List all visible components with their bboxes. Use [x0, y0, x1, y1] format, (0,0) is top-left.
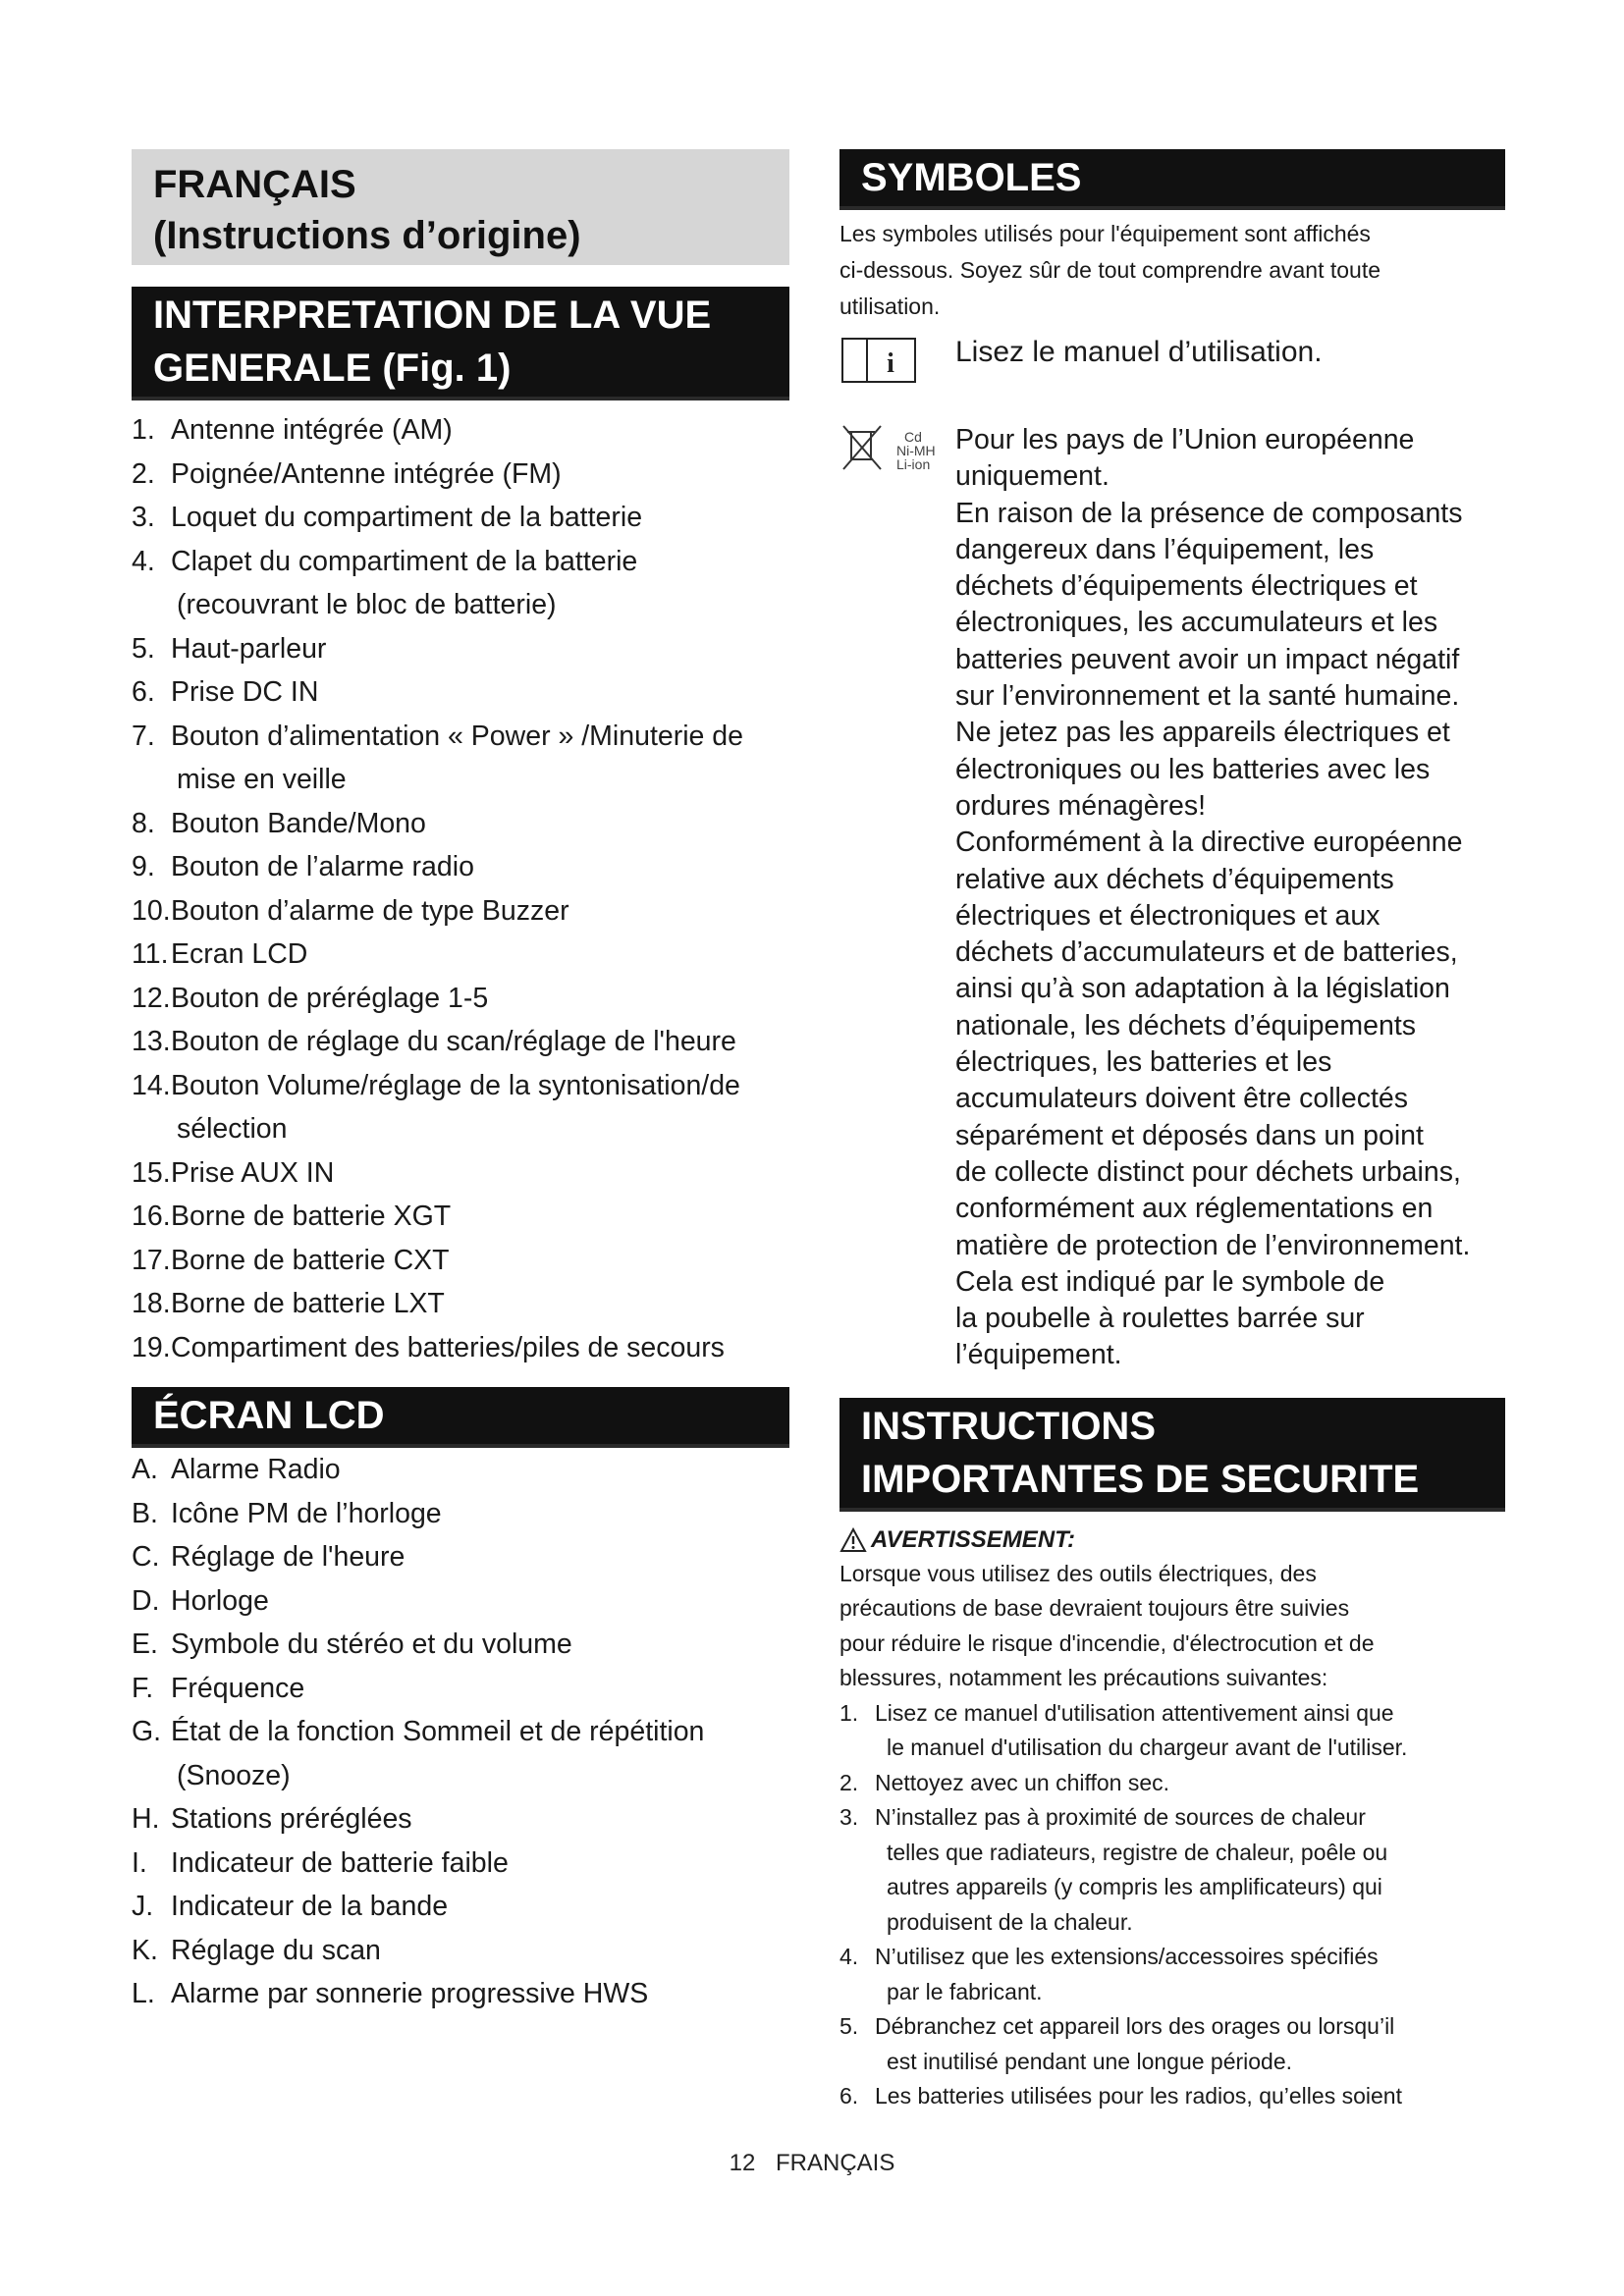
lcd-item-text: Alarme par sonnerie progressive HWS	[171, 1978, 649, 2009]
title-language: FRANÇAIS	[153, 163, 356, 206]
lcd-item-text: Horloge	[171, 1584, 269, 1617]
overview-item-text: Borne de batterie XGT	[171, 1201, 452, 1232]
overview-item	[132, 1151, 789, 1196]
overview-item-continuation: sélection	[177, 1113, 288, 1145]
overview-item	[132, 845, 789, 889]
overview-item	[132, 933, 789, 977]
weee-text-line: ainsi qu’à son adaptation à la législation	[955, 973, 1450, 1005]
safety-item-number: 1.	[839, 1699, 859, 1726]
weee-text	[955, 422, 1470, 1374]
safety-item	[839, 1940, 1505, 2009]
overview-item-text: Compartiment des batteries/piles de secours	[171, 1331, 725, 1363]
symbols-intro-line: utilisation.	[839, 294, 941, 319]
overview-item-text: Bouton Volume/réglage de la syntonisation/de	[171, 1069, 740, 1101]
safety-item-text: Débranchez cet appareil lors des orages ou lorsqu’il	[875, 2013, 1395, 2040]
weee-text-line: En raison de la présence de composants	[955, 497, 1463, 529]
safety-intro-line: précautions de base devraient toujours être suivies	[839, 1595, 1350, 1622]
safety-item	[839, 1766, 1505, 1801]
weee-text-line: Cela est indiqué par le symbole de	[955, 1265, 1385, 1298]
lcd-item-number: J.	[132, 1891, 154, 1922]
overview-item-text: Bouton Bande/Mono	[171, 807, 426, 839]
overview-item	[132, 889, 789, 934]
overview-item-number: 1.	[132, 414, 155, 446]
page-number: 12	[729, 2150, 756, 2176]
overview-item-text: Bouton de réglage du scan/réglage de l'heure	[171, 1026, 736, 1057]
safety-item-continuation: par le fabricant.	[887, 1978, 1043, 2004]
safety-intro-line: blessures, notamment les précautions suivantes:	[839, 1665, 1328, 1691]
overview-item	[132, 627, 789, 671]
svg-text:i: i	[887, 348, 894, 379]
overview-item-text: Prise AUX IN	[171, 1156, 335, 1189]
safety-item	[839, 2079, 1505, 2114]
overview-item	[132, 1195, 789, 1239]
safety-item-text: N’utilisez que les extensions/accessoires spécifiés	[875, 1944, 1379, 1970]
overview-item-number: 5.	[132, 632, 155, 665]
lcd-heading	[132, 1387, 789, 1448]
weee-text-line: électroniques ou les batteries avec les	[955, 753, 1431, 785]
overview-item-number: 16.	[132, 1201, 171, 1232]
overview-item-number: 14.	[132, 1069, 171, 1101]
overview-item-number: 6.	[132, 676, 155, 708]
symbols-heading	[839, 149, 1505, 210]
weee-text-line: sur l’environnement et la santé humaine.	[955, 680, 1460, 713]
overview-item	[132, 540, 789, 627]
overview-item	[132, 496, 789, 540]
safety-item-text: Nettoyez avec un chiffon sec.	[875, 1769, 1170, 1795]
safety-item-text: Les batteries utilisées pour les radios, qu’elles soient	[875, 2083, 1402, 2109]
overview-item-number: 12.	[132, 982, 171, 1014]
overview-list	[132, 408, 789, 1369]
lcd-item-text: État de la fonction Sommeil et de répétition	[171, 1716, 705, 1747]
safety-item-continuation: produisent de la chaleur.	[887, 1908, 1133, 1935]
lcd-item	[132, 1929, 789, 1973]
lcd-item-number: B.	[132, 1497, 158, 1529]
lcd-item-text: Réglage de l'heure	[171, 1541, 406, 1573]
overview-item	[132, 670, 789, 715]
lcd-item-text: Indicateur de batterie faible	[171, 1846, 509, 1879]
page-title	[132, 149, 789, 265]
weee-text-line: conformément aux réglementations en	[955, 1193, 1434, 1225]
overview-item-number: 8.	[132, 807, 155, 839]
overview-item-number: 4.	[132, 545, 155, 577]
overview-item	[132, 408, 789, 453]
safety-item-number: 5.	[839, 2013, 859, 2040]
weee-text-line: relative aux déchets d’équipements	[955, 863, 1394, 895]
symbols-intro	[839, 216, 1505, 325]
weee-text-line: Ne jetez pas les appareils électriques et	[955, 717, 1450, 749]
lcd-item-text: Alarme Radio	[171, 1454, 341, 1485]
lcd-item	[132, 1842, 789, 1886]
weee-text-line: la poubelle à roulettes barrée sur	[955, 1303, 1365, 1335]
overview-item-number: 11.	[132, 938, 169, 970]
overview-item-number: 13.	[132, 1026, 171, 1057]
safety-heading	[839, 1398, 1505, 1512]
footer-language: FRANÇAIS	[776, 2150, 895, 2176]
safety-item-number: 6.	[839, 2083, 859, 2109]
overview-item-text: Bouton de préréglage 1-5	[171, 982, 489, 1014]
overview-item-number: 15.	[132, 1156, 171, 1189]
overview-item-text: Antenne intégrée (AM)	[171, 414, 453, 446]
weee-text-line: de collecte distinct pour déchets urbains,	[955, 1155, 1461, 1188]
safety-item-continuation: le manuel d'utilisation du chargeur avant de l'utiliser.	[887, 1735, 1408, 1761]
manual-symbol-row	[839, 333, 1505, 393]
weee-text-line: uniquement.	[955, 460, 1110, 493]
safety-item-continuation: telles que radiateurs, registre de chaleur, poêle ou	[887, 1839, 1388, 1865]
lcd-item-number: D.	[132, 1584, 160, 1617]
safety-item-number: 2.	[839, 1769, 859, 1795]
weee-symbol-row	[839, 422, 1505, 1374]
battery-label-liion: Li-ion	[896, 456, 931, 472]
crossed-bin-icon	[839, 422, 955, 496]
symbols-intro-line: Les symboles utilisés pour l'équipement sont affichés	[839, 221, 1371, 246]
overview-item-number: 19.	[132, 1331, 171, 1363]
lcd-item	[132, 1885, 789, 1929]
weee-text-line: nationale, les déchets d’équipements	[955, 1009, 1416, 1041]
overview-item	[132, 802, 789, 846]
overview-item-continuation: (recouvrant le bloc de batterie)	[177, 589, 557, 620]
battery-label-cd: Cd	[904, 429, 922, 445]
warning-label: AVERTISSEMENT:	[871, 1525, 1076, 1553]
warning-row	[839, 1523, 1505, 1557]
lcd-item	[132, 1623, 789, 1667]
lcd-item-text: Icône PM de l’horloge	[171, 1497, 442, 1529]
lcd-item-continuation: (Snooze)	[177, 1759, 291, 1791]
overview-item-number: 17.	[132, 1244, 171, 1276]
safety-item-text: Lisez ce manuel d'utilisation attentivement ainsi que	[875, 1699, 1394, 1726]
safety-item	[839, 1800, 1505, 1940]
overview-item-number: 9.	[132, 851, 155, 882]
overview-item	[132, 1282, 789, 1326]
weee-text-line: électriques, les batteries et les	[955, 1046, 1332, 1079]
overview-item-number: 18.	[132, 1288, 171, 1319]
lcd-item-text: Fréquence	[171, 1672, 305, 1704]
overview-item	[132, 977, 789, 1021]
overview-item-number: 3.	[132, 502, 155, 533]
read-manual-icon	[839, 333, 955, 393]
overview-item-text: Ecran LCD	[171, 938, 308, 970]
overview-item-text: Poignée/Antenne intégrée (FM)	[171, 457, 562, 490]
lcd-item	[132, 1535, 789, 1579]
right-column	[839, 149, 1505, 2114]
lcd-item-text: Réglage du scan	[171, 1934, 381, 1966]
overview-item	[132, 1020, 789, 1064]
overview-heading	[132, 287, 789, 400]
overview-item	[132, 1326, 789, 1370]
weee-text-line: Conformément à la directive européenne	[955, 827, 1463, 859]
weee-text-line: dangereux dans l’équipement, les	[955, 533, 1375, 565]
overview-item	[132, 1064, 789, 1151]
safety-item	[839, 1696, 1505, 1766]
overview-item-number: 2.	[132, 457, 155, 490]
lcd-list	[132, 1448, 789, 2016]
overview-item-text: Loquet du compartiment de la batterie	[171, 502, 643, 533]
safety-item-text: N’installez pas à proximité de sources de chaleur	[875, 1804, 1366, 1831]
overview-item	[132, 1239, 789, 1283]
lcd-item	[132, 1579, 789, 1624]
overview-item-text: Bouton d’alarme de type Buzzer	[171, 894, 569, 927]
safety-heading-line2: IMPORTANTES DE SECURITE	[861, 1457, 1420, 1501]
manual-symbol-text: Lisez le manuel d’utilisation.	[955, 336, 1323, 368]
overview-item-text: Bouton de l’alarme radio	[171, 851, 474, 882]
lcd-item-number: K.	[132, 1934, 158, 1966]
safety-intro-line: Lorsque vous utilisez des outils électriques, des	[839, 1560, 1317, 1586]
lcd-item-number: E.	[132, 1629, 158, 1660]
weee-text-line: déchets d’équipements électriques et	[955, 570, 1418, 603]
weee-text-line: Pour les pays de l’Union européenne	[955, 424, 1415, 455]
lcd-item	[132, 1448, 789, 1492]
safety-item-continuation: est inutilisé pendant une longue période.	[887, 2048, 1293, 2074]
title-subtitle: (Instructions d’origine)	[153, 214, 581, 257]
lcd-item-number: A.	[132, 1454, 158, 1485]
weee-text-line: électriques et électroniques et aux	[955, 899, 1380, 932]
safety-item	[839, 2009, 1505, 2079]
warning-triangle-icon	[839, 1527, 867, 1553]
lcd-item	[132, 1972, 789, 2016]
weee-text-line: électroniques, les accumulateurs et les	[955, 607, 1438, 639]
symbols-heading-text: SYMBOLES	[861, 156, 1082, 199]
safety-item-number: 3.	[839, 1804, 859, 1831]
lcd-item-number: I.	[132, 1846, 147, 1879]
safety-intro-line: pour réduire le risque d'incendie, d'électrocution et de	[839, 1629, 1375, 1656]
lcd-item-number: C.	[132, 1541, 160, 1573]
page-footer	[0, 2150, 1624, 2177]
left-column	[132, 149, 789, 2016]
weee-text-line: ordures ménagères!	[955, 789, 1207, 822]
overview-item-text: Clapet du compartiment de la batterie	[171, 545, 638, 577]
weee-text-line: déchets d’accumulateurs et de batteries,	[955, 936, 1458, 969]
overview-item	[132, 453, 789, 497]
lcd-item-number: G.	[132, 1716, 162, 1747]
safety-item-continuation: autres appareils (y compris les amplificateurs) qui	[887, 1874, 1382, 1900]
overview-heading-line2: GENERALE (Fig. 1)	[153, 347, 512, 390]
weee-text-line: batteries peuvent avoir un impact négatif	[955, 643, 1460, 675]
safety-heading-line1: INSTRUCTIONS	[861, 1404, 1156, 1448]
overview-item-text: Bouton d’alimentation « Power » /Minuterie de	[171, 720, 744, 752]
overview-item-number: 7.	[132, 720, 155, 752]
overview-item	[132, 715, 789, 802]
lcd-item	[132, 1710, 789, 1797]
lcd-heading-text: ÉCRAN LCD	[153, 1394, 385, 1437]
overview-item-text: Borne de batterie LXT	[171, 1288, 445, 1319]
battery-label-nimh: Ni-MH	[896, 443, 936, 458]
lcd-item-number: L.	[132, 1978, 155, 2009]
safety-intro	[839, 1557, 1505, 1696]
safety-list	[839, 1696, 1505, 2114]
lcd-item-text: Indicateur de la bande	[171, 1891, 449, 1922]
weee-text-line: accumulateurs doivent être collectés	[955, 1083, 1408, 1115]
lcd-item-number: H.	[132, 1803, 160, 1835]
lcd-item-text: Symbole du stéréo et du volume	[171, 1629, 572, 1660]
lcd-item-text: Stations préréglées	[171, 1803, 412, 1835]
lcd-item	[132, 1492, 789, 1536]
safety-item-number: 4.	[839, 1944, 859, 1970]
symbols-intro-line: ci-dessous. Soyez sûr de tout comprendre avant toute	[839, 257, 1381, 283]
overview-item-text: Haut-parleur	[171, 632, 327, 665]
weee-text-line: l’équipement.	[955, 1339, 1122, 1371]
lcd-item	[132, 1797, 789, 1842]
weee-text-line: matière de protection de l’environnement.	[955, 1229, 1471, 1261]
overview-item-text: Borne de batterie CXT	[171, 1244, 450, 1276]
lcd-item-number: F.	[132, 1672, 154, 1704]
weee-text-line: séparément et déposés dans un point	[955, 1119, 1424, 1151]
overview-heading-line1: INTERPRETATION DE LA VUE	[153, 294, 712, 337]
overview-item-continuation: mise en veille	[177, 764, 347, 795]
lcd-item	[132, 1667, 789, 1711]
overview-item-text: Prise DC IN	[171, 676, 319, 708]
overview-item-number: 10.	[132, 894, 171, 927]
